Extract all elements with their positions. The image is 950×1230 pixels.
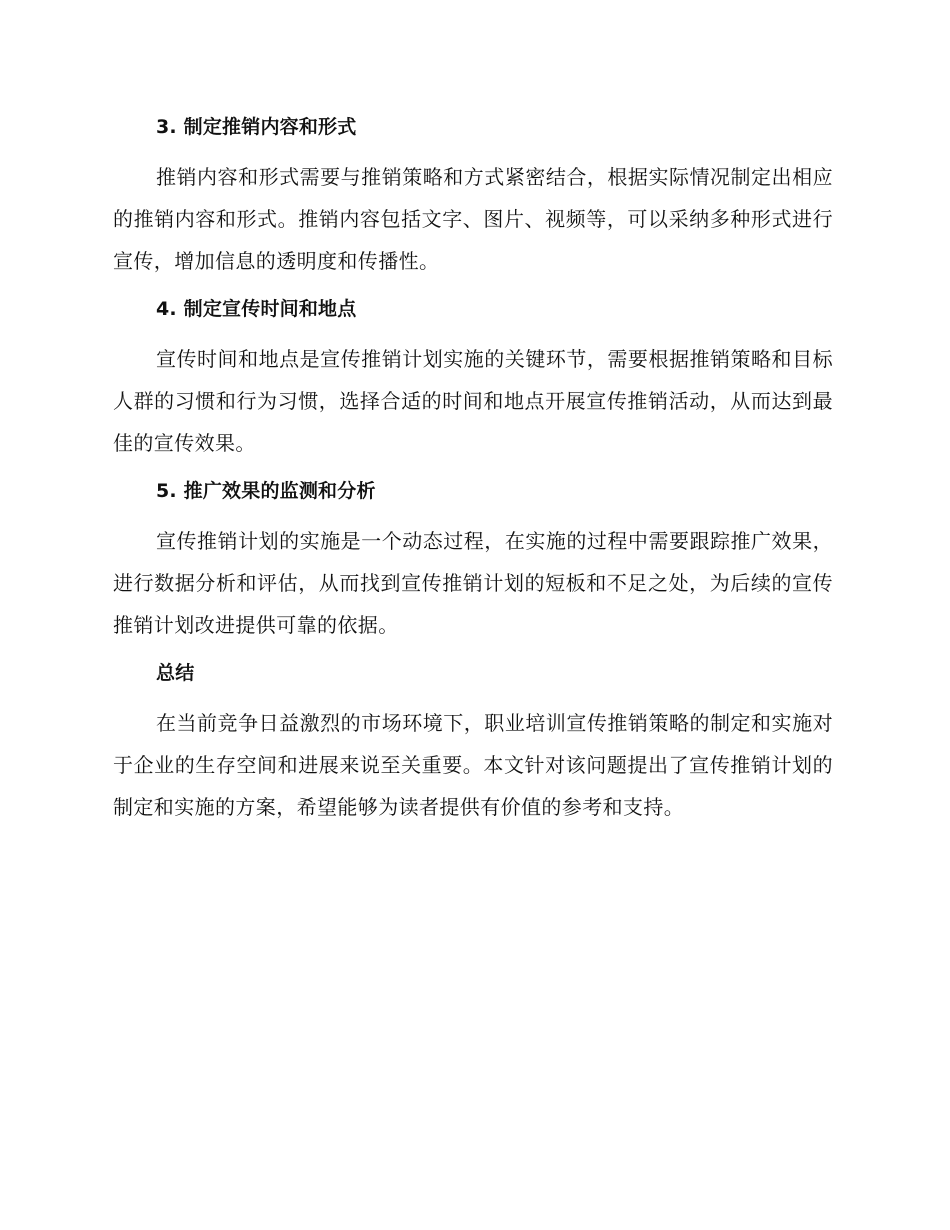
document-body — [113, 110, 833, 838]
section-heading-3: 3. 制定推销内容和形式 — [156, 116, 357, 138]
section-paragraph-3: 推销内容和形式需要与推销策略和方式紧密结合，根据实际情况制定出相应的推销内容和形式。推销内容包括文字、图片、视频等，可以采纳多种形式进行宣传，增加信息的透明度和传播性。 — [113, 165, 833, 273]
section-heading-4: 4. 制定宣传时间和地点 — [156, 298, 357, 320]
summary-paragraph: 在当前竞争日益激烈的市场环境下，职业培训宣传推销策略的制定和实施对于企业的生存空间和进展来说至关重要。本文针对该问题提出了宣传推销计划的制定和实施的方案，希望能够为读者提供有价值的参考和支持。 — [113, 711, 833, 819]
summary-heading: 总结 — [156, 662, 195, 684]
section-heading-5: 5. 推广效果的监测和分析 — [156, 480, 376, 502]
section-paragraph-5: 宣传推销计划的实施是一个动态过程，在实施的过程中需要跟踪推广效果，进行数据分析和评估，从而找到宣传推销计划的短板和不足之处，为后续的宣传推销计划改进提供可靠的依据。 — [113, 529, 833, 637]
section-paragraph-4: 宣传时间和地点是宣传推销计划实施的关键环节，需要根据推销策略和目标人群的习惯和行为习惯，选择合适的时间和地点开展宣传推销活动，从而达到最佳的宣传效果。 — [113, 347, 833, 455]
